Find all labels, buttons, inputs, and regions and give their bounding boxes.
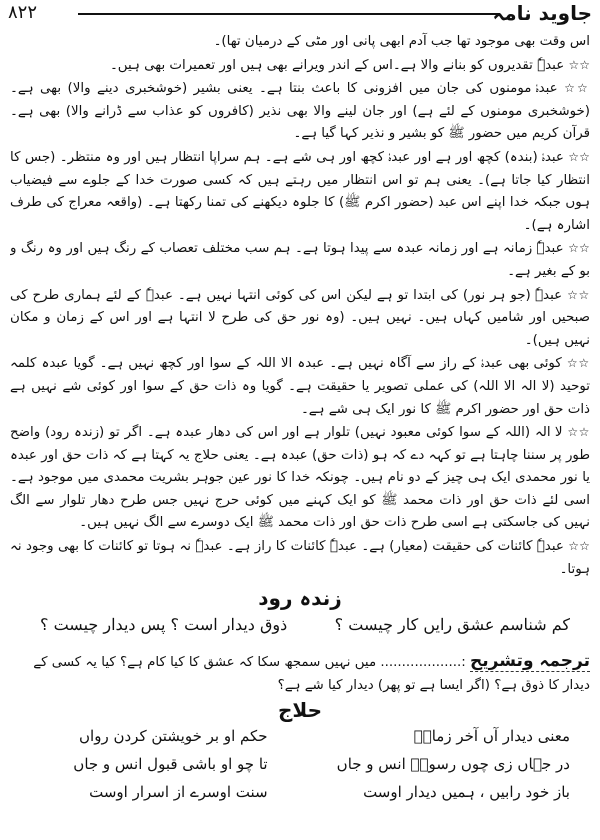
paragraph-text: اس وقت بھی موجود تھا جب آدم ابھی پانی اور مٹی کے درمیان تھا)۔ [213,34,590,49]
verse-second-hemistich: سنت اوسرے از اسرار اوست [89,783,268,801]
couplet-second-hemistich: ذوق دیدار است ؟ پس دیدار چیست ؟ [40,615,288,634]
paragraph-text: عبدہٗ (بندہ) کچھ اور ہے اور عبدہٗ کچھ اور ہی شے ہے۔ ہم سراپا انتظار ہیں اور وہ منتظر۔ (جس کا انتظار کیا جاتا ہے)۔ یعنی ہم تو اس انتظار میں رہتے ہیں کہ کسی صورت خدا کے جلوے سے فیضیاب ہوں جبکہ خدا اپنے اس عبد (حضور اکرم ﷺ) کا جلوہ دیکھنے کی تمنا رکھتا ہے۔ (واقعہ معراج کی طرف اشارہ ہے)۔ [10,149,590,233]
verse-row [30,755,570,783]
paragraph-8 [10,535,590,581]
paragraph-7 [10,421,590,535]
paragraph-9 [10,581,590,585]
paragraph-text: عبدہٗ زمانہ ہے اور زمانہ عبدہ سے پیدا ہوتا ہے۔ ہم سب مختلف تعصاب کے رنگ ہیں اور وہ رنگ و بو کے بغیر ہے۔ [10,241,590,279]
paragraph-text: عبدہٗ مومنوں کی جان میں افزونی کا باعث بنتا ہے۔ یعنی بشیر (خوشخبری دینے والا) بھی ہے۔ (خوشخبری مومنوں کے لئے ہے) اور جان لینے والا بھی نذیر (کافروں کو عذاب سے ڈرانے والا) بھی ہے۔ قرآن کریم میں حضور ﷺ کو بشیر و نذیر کہا گیا ہے۔ [10,81,590,142]
book-title: جاوید نامہ [492,1,592,25]
translation-dots: :................... [380,655,466,670]
star-bullet: ☆☆ [568,57,590,72]
verse-first-hemistich: معنی دیدار آں آخر زماںؐ [413,727,570,745]
verse-second-hemistich: تا چو او باشی قبول انس و جاں [73,755,268,773]
translation-text: میں نہیں سمجھ سکا کہ عشق کا کیا کام ہے؟ کیا یہ کسی کے دیدار کا ذوق ہے؟ (اگر ایسا ہے تو پھر) دیدار کیا شے ہے؟ [33,655,590,693]
paragraph-4 [10,237,590,283]
verse-first-hemistich: در جہاں زی چوں رسولؐ انس و جاں [336,755,570,773]
paragraph-1 [10,54,590,78]
header-rule [78,13,500,15]
star-bullet: ☆☆ [567,425,590,440]
couplet-first-hemistich: کم شناسم عشق رایں کار چیست ؟ [334,615,570,634]
paragraph-6 [10,352,590,421]
verse-first-hemistich: باز خود رابیں ، ہمیں دیدار اوست [363,783,570,801]
translation-label: ترجمہ وتشریح [470,651,590,671]
paragraph-text: لا الہ (اللہ کے سوا کوئی معبود نہیں) تلوار ہے اور اس کی دھار عبدہ ہے۔ اگر تو (زندہ رود) واضح طور پر سننا چاہتا ہے تو کہہ دے کہ ہو (ذات حق) عبدہ ہے۔ یعنی حلاج یہ کہتا ہے کہ ذات حق اور عبدہ یا نور محمدی ایک ہی چیز کے دو نام ہیں۔ چونکہ خدا کا نور عین جوہر بشریت محمدی میں موجود ہے۔ اسی لئے ذات حق اور ذات محمد ﷺ کو ایک کہنے میں کوئی حرج نہیں جس طرح دھار تلوار سے الگ نہیں کی جاسکتی ہے اسی طرح ذات حق اور ذات محمد ﷺ ایک دوسرے سے الگ نہیں ہیں۔ [10,425,590,531]
paragraph-3 [10,146,590,237]
verse-row [30,783,570,811]
paragraph-5 [10,284,590,353]
star-bullet: ☆☆ [568,241,590,256]
star-bullet: ☆☆ [568,539,590,554]
page-header [8,2,592,24]
persian-couplet [40,615,570,643]
page-number: ۸۲۲ [8,2,38,23]
star-bullet: ☆☆ [564,81,590,96]
paragraph-text: عبدہٗ (جو ہر نور) کی ابتدا تو ہے لیکن اس کی کوئی انتہا نہیں ہے۔ عبدہٗ کے لئے ہماری طرح کی صبحیں اور شامیں کہاں ہیں۔ نہیں ہیں۔ (وہ نور حق کی طرح لا انتہا ہے اور اس کے زمان و مکان نہیں ہیں)۔ [10,287,590,348]
verse-second-hemistich: حکم او بر خویشتن کردن رواں [79,727,268,745]
star-bullet: ☆☆ [566,356,590,371]
translation-block [10,650,590,697]
verse-row [30,727,570,755]
paragraph-text: عبدہٗ تقدیروں کو بنانے والا ہے۔اس کے اندر ویرانے بھی ہیں اور تعمیرات بھی ہیں۔ [109,57,565,73]
star-bullet: ☆☆ [567,287,590,302]
paragraph-text: عبدہٗ کائنات کی حقیقت (معیار) ہے۔ عبدہٗ کائنات کا راز ہے۔ عبدہٗ نہ ہوتا تو کائنات کا بھی وجود نہ ہوتا۔ [10,539,590,577]
star-bullet: ☆☆ [568,149,590,164]
section-title-zinda-rood: زندہ رود [258,586,342,610]
paragraph-0 [10,30,590,54]
hallaj-verses [30,727,570,811]
commentary-body [10,30,590,585]
paragraph-2 [10,77,590,146]
paragraph-text: کوئی بھی عبدہٗ کے راز سے آگاہ نہیں ہے۔ عبدہ الا اللہ کے سوا اور کچھ نہیں ہے۔ گویا عبدہ کلمہ توحید (لا الہ الا اللہ) کی عملی تصویر یا حقیقت ہے۔ گویا وہ ذات حق کے سوا اور کوئی شے نہیں ہے ذات حق اور حضور اکرم ﷺ کا نور ایک ہی شے ہے۔ [10,356,590,417]
section-title-hallaj: حلاج [277,698,322,722]
